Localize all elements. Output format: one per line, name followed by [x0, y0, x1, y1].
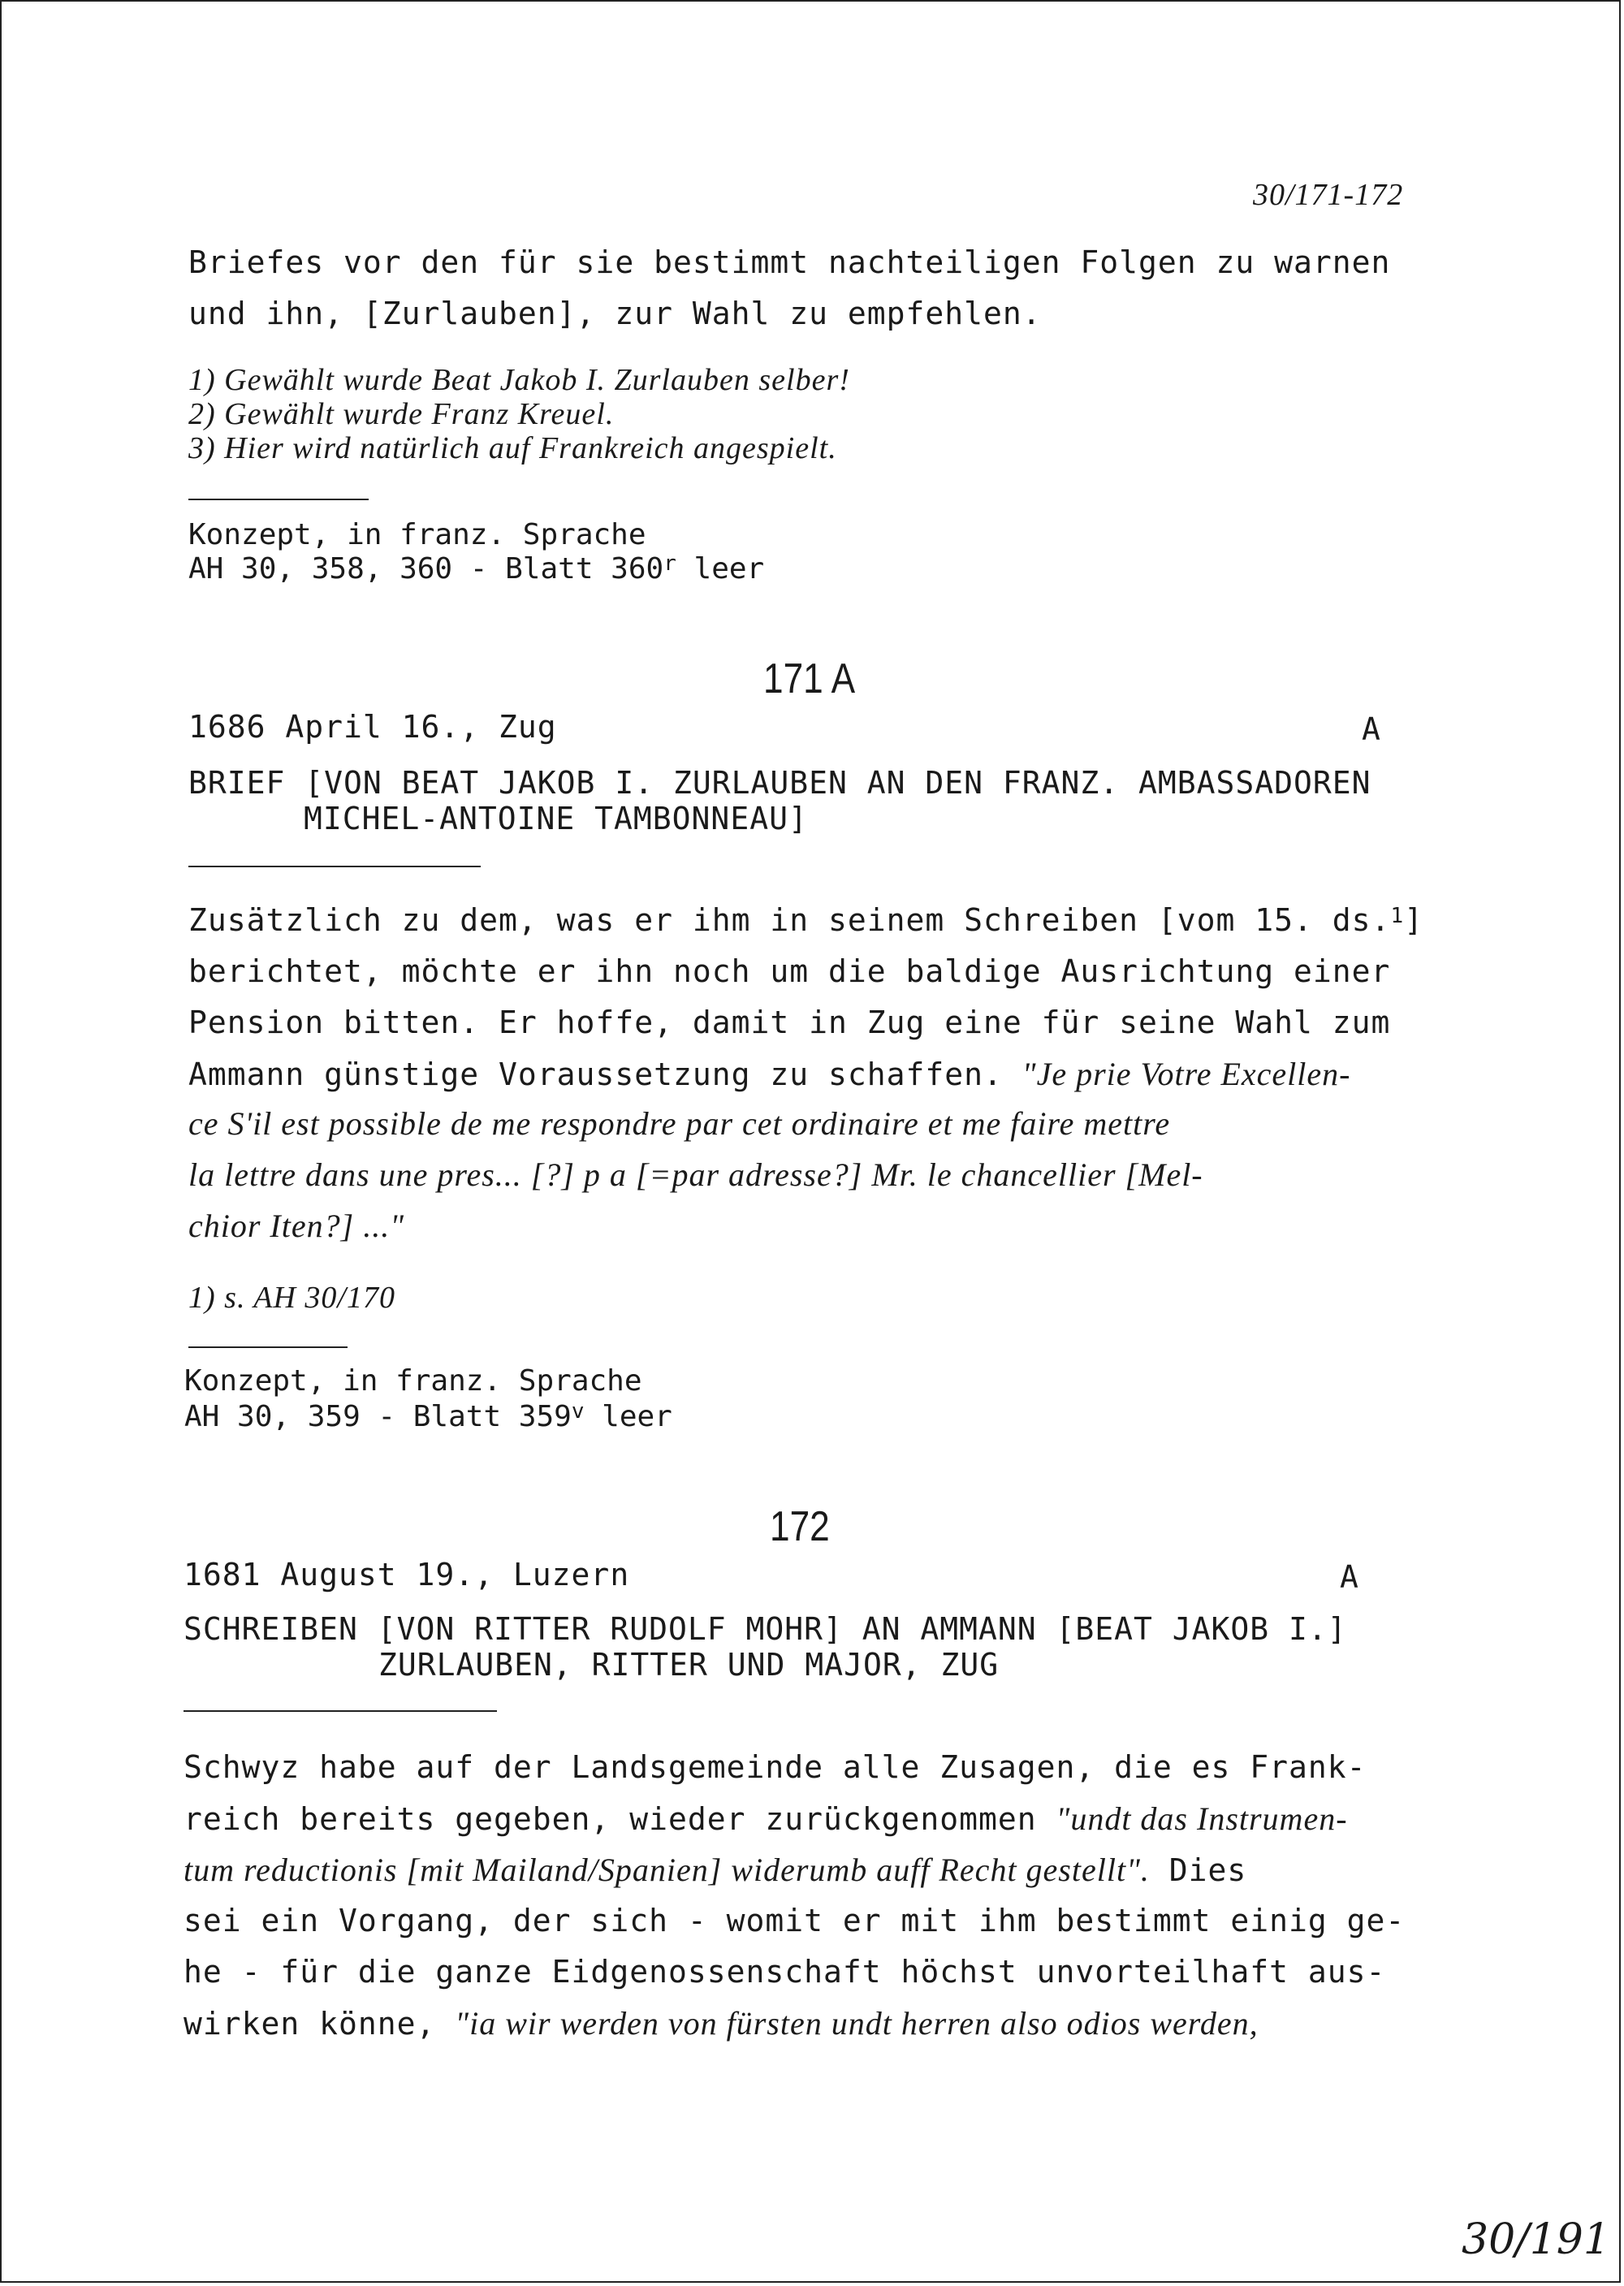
source-line-1: Konzept, in franz. Sprache — [184, 1364, 642, 1398]
entry-letter: A — [1340, 1559, 1359, 1595]
entry-title-line-1: SCHREIBEN [VON RITTER RUDOLF MOHR] AN AMMANN [BEAT JAKOB I.] — [184, 1611, 1347, 1647]
body-line: he - für die ganze Eidgenossenschaft höchst unvorteilhaft aus- — [184, 1954, 1386, 1990]
body-line: Pension bitten. Er hoffe, damit in Zug eine für seine Wahl zum — [188, 1005, 1391, 1040]
entry-letter: A — [1362, 711, 1381, 747]
separator-rule — [184, 1710, 497, 1712]
separator-rule — [188, 499, 369, 500]
handwritten-page-number: 30/191 — [1462, 2215, 1610, 2264]
body-line: berichtet, möchte er ihn noch um die baldige Ausrichtung einer — [188, 953, 1391, 989]
body-line: Schwyz habe auf der Landsgemeinde alle Zusagen, die es Frank- — [184, 1749, 1367, 1785]
body-line: tum reductionis [mit Mailand/Spanien] widerumb auff Recht gestellt". Dies — [184, 1852, 1247, 1888]
source-line-1: Konzept, in franz. Sprache — [188, 518, 646, 551]
separator-rule — [188, 1346, 348, 1348]
footnote: 1) s. AH 30/170 — [188, 1281, 395, 1315]
footnote-3: 3) Hier wird natürlich auf Frankreich angespielt. — [188, 431, 837, 465]
body-line: chior Iten?] ..." — [188, 1208, 404, 1244]
body-line: la lettre dans une pres... [?] p a [=par adresse?] Mr. le chancellier [Mel- — [188, 1156, 1203, 1193]
continuation-line-1: Briefes vor den für sie bestimmt nachteiligen Folgen zu warnen — [188, 244, 1391, 280]
entry-number: 172 — [770, 1503, 830, 1550]
body-line: reich bereits gegeben, wieder zurückgenommen "undt das Instrumen- — [184, 1800, 1348, 1837]
entry-title-line-2: MICHEL-ANTOINE TAMBONNEAU] — [304, 801, 808, 836]
body-line: ce S'il est possible de me respondre par cet ordinaire et me faire mettre — [188, 1105, 1171, 1142]
body-line: Zusätzlich zu dem, was er ihm in seinem Schreiben [vom 15. ds.$^1$] — [188, 902, 1423, 938]
page-reference: 30/171-172 — [1253, 178, 1404, 212]
body-line: Ammann günstige Voraussetzung zu schaffen. "Je prie Votre Excellen- — [188, 1056, 1351, 1092]
source-line-2: AH 30, 358, 360 - Blatt 360$^r$ leer — [188, 551, 765, 586]
body-line: sei ein Vorgang, der sich - womit er mit ihm bestimmt einig ge- — [184, 1903, 1406, 1938]
entry-title-line-2: ZURLAUBEN, RITTER UND MAJOR, ZUG — [378, 1647, 1000, 1683]
entry-title-line-1: BRIEF [VON BEAT JAKOB I. ZURLAUBEN AN DEN FRANZ. AMBASSADOREN — [188, 765, 1371, 801]
entry-date-place: 1686 April 16., Zug — [188, 709, 557, 745]
entry-date-place: 1681 August 19., Luzern — [184, 1557, 630, 1592]
footnote-1: 1) Gewählt wurde Beat Jakob I. Zurlauben selber! — [188, 363, 850, 397]
separator-rule — [188, 866, 481, 867]
continuation-line-2: und ihn, [Zurlauben], zur Wahl zu empfehlen. — [188, 296, 1042, 331]
body-line: wirken könne, "ia wir werden von fürsten undt herren also odios werden, — [184, 2005, 1259, 2042]
source-line-2: AH 30, 359 - Blatt 359$^v$ leer — [184, 1399, 672, 1433]
entry-number: 171 A — [763, 655, 856, 702]
footnote-2: 2) Gewählt wurde Franz Kreuel. — [188, 397, 615, 431]
